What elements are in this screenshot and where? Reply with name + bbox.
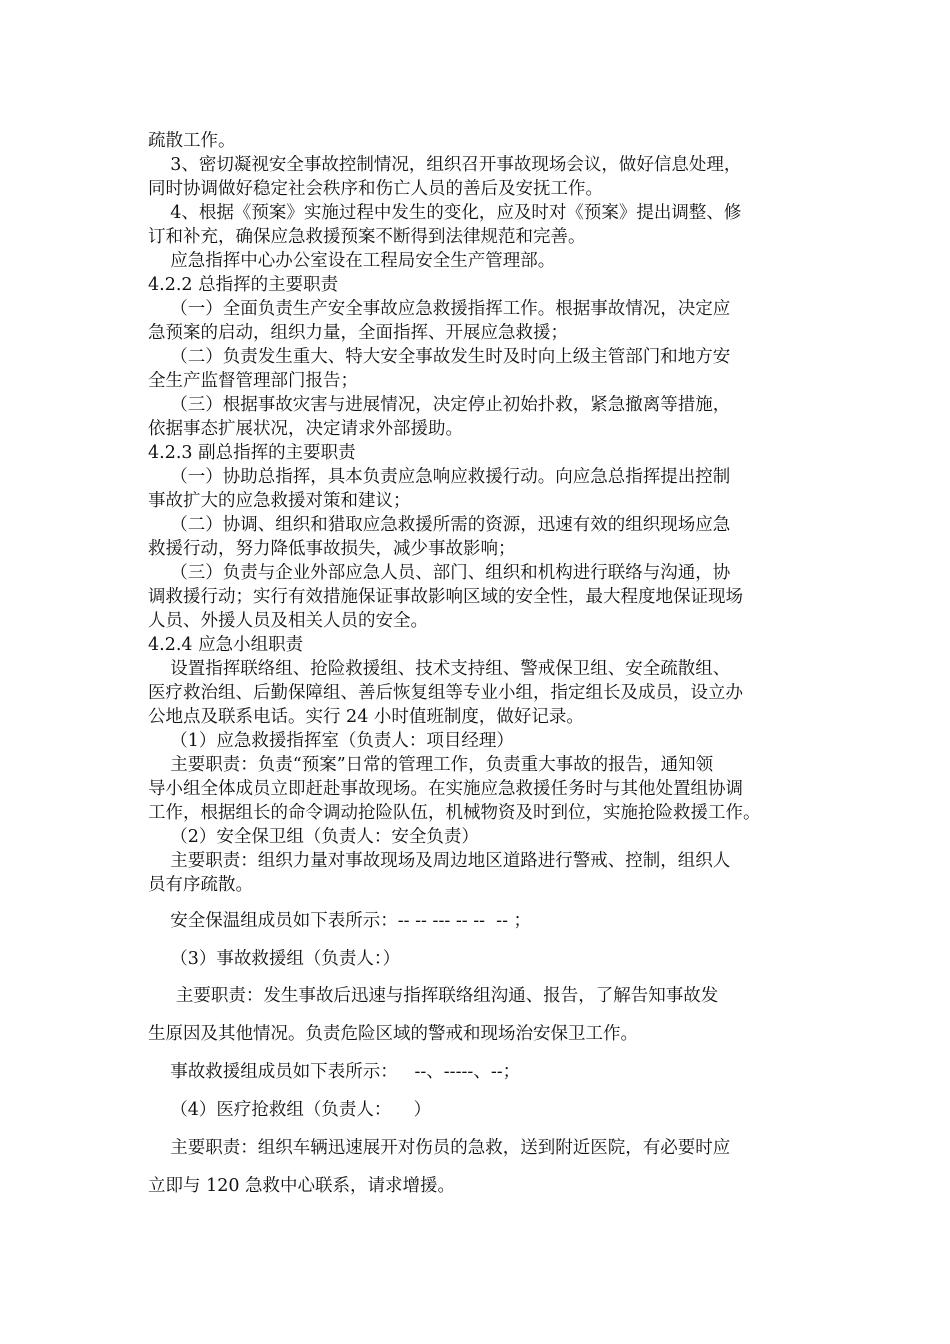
text-line: 疏散工作。 <box>148 131 236 151</box>
text-line: 调救援行动；实行有效措施保证事故影响区域的安全性，最大程度地保证现场 <box>148 587 743 607</box>
text-line: 订和补充，确保应急救援预案不断得到法律规范和完善。 <box>148 227 586 247</box>
text-line: 立即与 120 急救中心联系，请求增援。 <box>148 1176 456 1196</box>
text-line: （2）安全保卫组（负责人：安全负责） <box>148 827 479 847</box>
text-line: （二）协调、组织和猎取应急救援所需的资源，迅速有效的组织现场应急 <box>148 515 731 535</box>
text-line: （1）应急救援指挥室（负责人：项目经理） <box>148 731 514 751</box>
text-line: （三）负责与企业外部应急人员、部门、组织和机构进行联络与沟通，协 <box>148 563 731 583</box>
text-line: （三）根据事故灾害与进展情况，决定停止初始扑救，紧急撤离等措施， <box>148 395 731 415</box>
text-line: 设置指挥联络组、抢险救援组、技术支持组、警戒保卫组、安全疏散组、 <box>148 659 731 679</box>
text-line: 主要职责：发生事故后迅速与指挥联络组沟通、报告，了解告知事故发 <box>148 986 719 1006</box>
text-line: 员有序疏散。 <box>148 875 253 895</box>
text-line: （一）协助总指挥，具本负责应急响应救援行动。向应急总指挥提出控制 <box>148 467 731 487</box>
text-line: 主要职责：组织车辆迅速展开对伤员的急救，送到附近医院，有必要时应 <box>148 1138 731 1158</box>
section-heading: 4.2.3 副总指挥的主要职责 <box>148 443 356 463</box>
text-line: 3、密切凝视安全事故控制情况，组织召开事故现场会议，做好信息处理， <box>148 155 742 175</box>
text-line: 安全保温组成员如下表所示：-- -- --- -- -- -- ； <box>148 911 532 931</box>
text-line: 4、根据《预案》实施过程中发生的变化，应及时对《预案》提出调整、修 <box>148 203 742 223</box>
text-line: 医疗救治组、后勤保障组、善后恢复组等专业小组，指定组长及成员，设立办 <box>148 683 743 703</box>
text-line: 同时协调做好稳定社会秩序和伤亡人员的善后及安抚工作。 <box>148 179 603 199</box>
text-line: （一）全面负责生产安全事故应急救援指挥工作。根据事故情况，决定应 <box>148 299 731 319</box>
text-line: 救援行动，努力降低事故损失，减少事故影响； <box>148 539 516 559</box>
text-line: 主要职责：组织力量对事故现场及周边地区道路进行警戒、控制，组织人 <box>148 851 731 871</box>
section-heading: 4.2.2 总指挥的主要职责 <box>148 275 339 295</box>
text-line: （3）事故救援组（负责人：） <box>148 949 401 969</box>
section-heading: 4.2.4 应急小组职责 <box>148 635 304 655</box>
text-line: 事故救援组成员如下表所示： --、-----、--； <box>148 1062 521 1082</box>
text-line: 应急指挥中心办公室设在工程局安全生产管理部。 <box>148 251 556 271</box>
text-line: 事故扩大的应急救援对策和建议； <box>148 491 411 511</box>
text-line: 生原因及其他情况。负责危险区域的警戒和现场治安保卫工作。 <box>148 1024 638 1044</box>
text-line: 人员、外援人员及相关人员的安全。 <box>148 611 428 631</box>
text-line: 主要职责：负责“预案”日常的管理工作，负责重大事故的报告，通知领 <box>148 755 714 775</box>
text-line: 工作，根据组长的命令调动抢险队伍，机械物资及时到位，实施抢险救援工作。 <box>148 803 761 823</box>
text-line: 全生产监督管理部门报告； <box>148 371 358 391</box>
text-line: 依据事态扩展状况，决定请求外部援助。 <box>148 419 463 439</box>
text-line: （二）负责发生重大、特大安全事故发生时及时向上级主管部门和地方安 <box>148 347 731 367</box>
text-line: 导小组全体成员立即赶赴事故现场。在实施应急救援任务时与其他处置组协调 <box>148 779 743 799</box>
text-line: 急预案的启动，组织力量，全面指挥、开展应急救援； <box>148 323 568 343</box>
text-line: 公地点及联系电话。实行 24 小时值班制度，做好记录。 <box>148 707 584 727</box>
text-line: （4）医疗抢救组（负责人： ） <box>148 1100 432 1120</box>
